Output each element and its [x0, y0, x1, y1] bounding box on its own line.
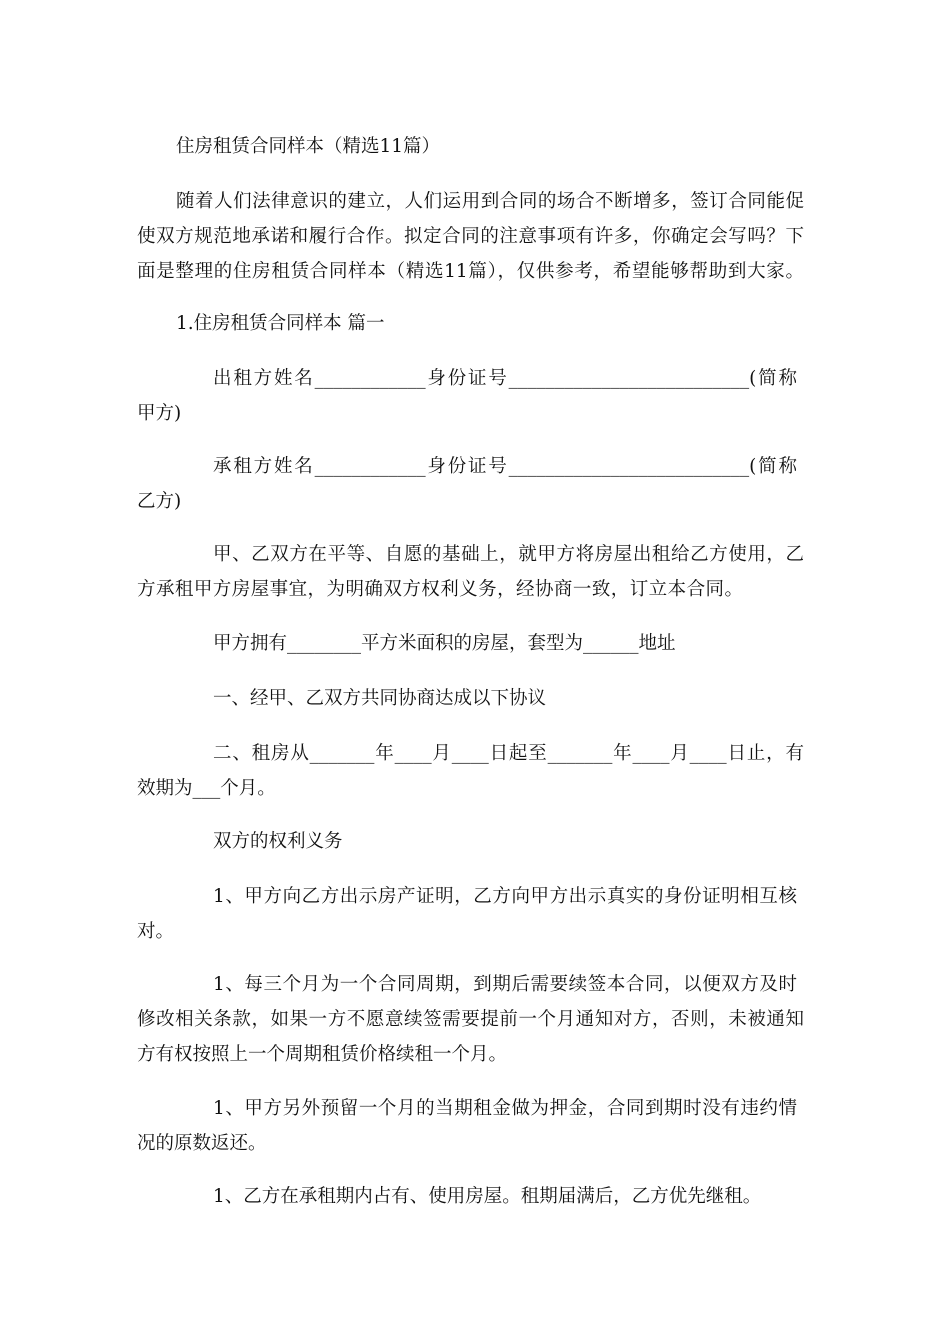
clause-2-line-1: 二、租房从_______年____月____日起至_______年____月____日止，有 — [213, 743, 804, 764]
intro-line-1: 随着人们法律意识的建立，人们运用到合同的场合不断增多，签订合同能促 — [176, 191, 804, 212]
item-a-line-2: 对。 — [137, 921, 175, 942]
preamble-line-2: 方承租甲方房屋事宜，为明确双方权利义务，经协商一致，订立本合同。 — [137, 579, 743, 600]
lessee-line-2: 乙方) — [137, 491, 182, 512]
rights-heading: 双方的权利义务 — [213, 831, 343, 852]
lessee-line-1: 承租方姓名____________身份证号__________________________(简称 — [213, 456, 797, 477]
item-b-line-3: 方有权按照上一个周期租赁价格续租一个月。 — [137, 1044, 508, 1065]
intro-line-3: 面是整理的住房租赁合同样本（精选11篇），仅供参考，希望能够帮助到大家。 — [137, 261, 804, 282]
item-c-line-1: 1、甲方另外预留一个月的当期租金做为押金，合同到期时没有违约情 — [213, 1098, 797, 1119]
document-title: 住房租赁合同样本（精选11篇） — [176, 136, 441, 157]
clause-2-line-2: 效期为___个月。 — [137, 778, 276, 799]
intro-line-2: 使双方规范地承诺和履行合作。拟定合同的注意事项有许多，你确定会写吗？下 — [137, 226, 804, 247]
item-a-line-1: 1、甲方向乙方出示房产证明，乙方向甲方出示真实的身份证明相互核 — [213, 886, 797, 907]
item-b-line-1: 1、每三个月为一个合同周期，到期后需要续签本合同，以便双方及时 — [213, 974, 797, 995]
property-line: 甲方拥有________平方米面积的房屋，套型为______地址 — [213, 633, 676, 654]
clause-1: 一、经甲、乙双方共同协商达成以下协议 — [213, 688, 547, 709]
section-heading: 1.住房租赁合同样本 篇一 — [176, 313, 385, 334]
item-c-line-2: 况的原数返还。 — [137, 1133, 267, 1154]
item-b-line-2: 修改相关条款，如果一方不愿意续签需要提前一个月通知对方，否则，未被通知 — [137, 1009, 804, 1030]
item-d: 1、乙方在承租期内占有、使用房屋。租期届满后，乙方优先继租。 — [213, 1186, 762, 1207]
lessor-line-1: 出租方姓名____________身份证号__________________________(简称 — [213, 368, 797, 389]
preamble-line-1: 甲、乙双方在平等、自愿的基础上，就甲方将房屋出租给乙方使用，乙 — [213, 544, 804, 565]
lessor-line-2: 甲方) — [137, 403, 182, 424]
